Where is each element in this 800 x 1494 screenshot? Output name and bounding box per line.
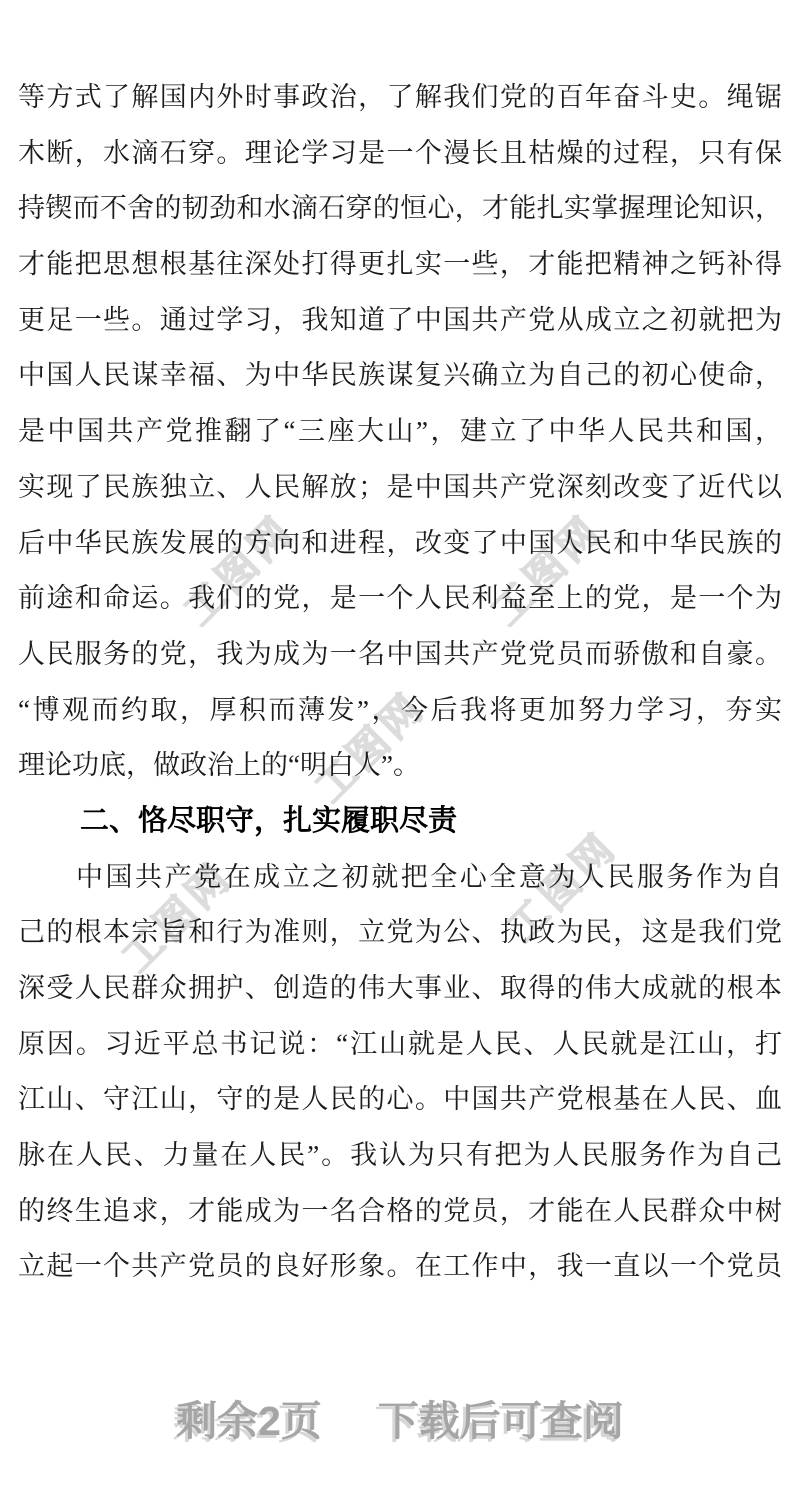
body-line: 中国共产党在成立之初就把全心全意为人民服务作为自 xyxy=(76,861,782,892)
body-line: 实现了民族独立、人民解放；是中国共产党深刻改变了近代以 xyxy=(18,471,782,502)
pages-remaining-notice xyxy=(0,1388,800,1447)
body-line: 原因。习近平总书记说：“江山就是人民、人民就是江山，打 xyxy=(18,1028,782,1059)
body-line: 木断，水滴石穿。理论学习是一个漫长且枯燥的过程，只有保 xyxy=(18,137,782,168)
body-line: 后中华民族发展的方向和进程，改变了中国人民和中华民族的 xyxy=(18,527,782,558)
body-line: 理论功底，做政治上的“明白人”。 xyxy=(18,750,420,781)
body-line: 持锲而不舍的韧劲和水滴石穿的恒心，才能扎实掌握理论知识， xyxy=(18,193,782,224)
watermark: 工图网 xyxy=(114,854,241,981)
body-line: 己的根本宗旨和行为准则，立党为公、执政为民，这是我们党 xyxy=(18,917,782,948)
section-heading: 二、恪尽职守，扎实履职尽责 xyxy=(80,804,458,837)
body-line: 深受人民群众拥护、创造的伟大事业、取得的伟大成就的根本 xyxy=(18,973,782,1003)
watermark: 工图网 xyxy=(484,507,611,634)
body-line: 前途和命运。我们的党，是一个人民利益至上的党，是一个为 xyxy=(18,583,782,614)
watermark: 工图网 xyxy=(176,507,303,634)
body-line: 等方式了解国内外时事政治，了解我们党的百年奋斗史。绳锯 xyxy=(18,82,782,112)
body-line: 脉在人民、力量在人民”。我认为只有把为人民服务作为自己 xyxy=(18,1140,782,1171)
body-line: “博观而约取，厚积而薄发”，今后我将更加努力学习，夯实 xyxy=(18,694,782,725)
remaining-pages-label: 剩余2页 xyxy=(176,1398,322,1444)
body-line: 更足一些。通过学习，我知道了中国共产党从成立之初就把为 xyxy=(18,304,782,335)
download-hint-label: 下载后可查阅 xyxy=(377,1398,624,1444)
body-line: 中国人民谋幸福、为中华民族谋复兴确立为自己的初心使命， xyxy=(18,360,782,391)
watermark: 工图网 xyxy=(499,824,626,951)
watermark: 工图网 xyxy=(307,684,434,811)
body-line: 才能把思想根基往深处打得更扎实一些，才能把精神之钙补得 xyxy=(18,249,782,280)
body-line: 立起一个共产党员的良好形象。在工作中，我一直以一个党员 xyxy=(18,1251,782,1282)
body-line: 人民服务的党，我为成为一名中国共产党党员而骄傲和自豪。 xyxy=(18,638,782,669)
body-line: 是中国共产党推翻了“三座大山”，建立了中华人民共和国， xyxy=(18,416,782,447)
document-body xyxy=(18,70,782,1295)
body-line: 的终生追求，才能成为一名合格的党员，才能在人民群众中树 xyxy=(18,1195,782,1226)
body-line: 江山、守江山，守的是人民的心。中国共产党根基在人民、血 xyxy=(18,1084,782,1115)
